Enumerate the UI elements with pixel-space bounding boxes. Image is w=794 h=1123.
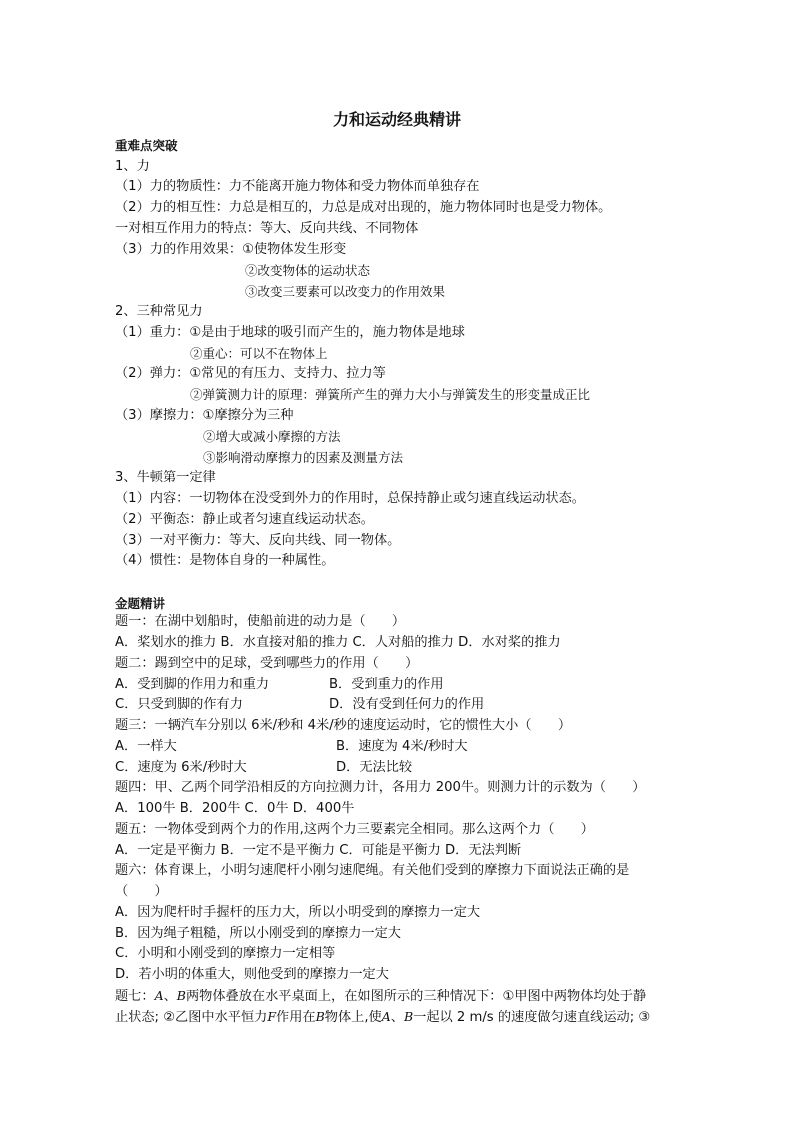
q7-text: 作用在 — [276, 1010, 316, 1025]
question-3: 题三：一辆汽车分别以 6米/秒和 4米/秒的速度运动时，它的惯性大小（ ） — [115, 718, 572, 733]
option-c: C．只受到脚的作有力 — [115, 697, 243, 712]
question-4-options: A．100牛 B．200牛 C．0牛 D．400牛 — [115, 801, 355, 816]
text-line: （4）惯性：是物体自身的一种属性。 — [115, 553, 335, 568]
option-a: A．因为爬杆时手握杆的压力大，所以小明受到的摩擦力一定大 — [115, 905, 481, 920]
text-line: （1）力的物质性：力不能离开施力物体和受力物体而单独存在 — [115, 179, 480, 194]
q7-prefix: 题七： — [115, 989, 155, 1004]
page-title: 力和运动经典精讲 — [332, 110, 461, 129]
text-line: （1）重力：①是由于地球的吸引而产生的，施力物体是地球 — [115, 325, 465, 340]
q7-text: 物体上,使 — [324, 1010, 382, 1025]
question-4: 题四：甲、乙两个同学沿相反的方向拉测力计，各用力 200牛。则测力计的示数为（ ） — [115, 780, 646, 795]
option-d: D．若小明的体重大，则他受到的摩擦力一定大 — [115, 967, 389, 982]
text-line: ②增大或减小摩擦的方法 — [203, 429, 341, 444]
section-heading-key-points: 重难点突破 — [115, 138, 178, 153]
option-b: B．速度为 4米/秒时大 — [336, 739, 468, 754]
option-a: A．一样大 — [115, 739, 177, 754]
q7-var-a: A — [154, 988, 164, 1003]
text-line: （2）弹力：①常见的有压力、支持力、拉力等 — [115, 366, 386, 381]
question-5: 题五：一物体受到两个力的作用,这两个力三要素完全相同。那么这两个力（ ） — [115, 822, 594, 837]
option-c: C．小明和小刚受到的摩擦力一定相等 — [115, 946, 336, 961]
q7-var-a: A — [381, 1009, 391, 1024]
question-1-options: A．桨划水的推力 B．水直接对船的推力 C．人对船的推力 D．水对桨的推力 — [115, 635, 561, 650]
text-line: 一对相互作用力的特点：等大、反向共线、不同物体 — [115, 221, 419, 236]
q7-var-f: F — [267, 1009, 277, 1024]
text-line: （2）力的相互性：力总是相互的，力总是成对出现的，施力物体同时也是受力物体。 — [115, 200, 612, 215]
text-line: （2）平衡态：静止或者匀速直线运动状态。 — [115, 512, 374, 527]
question-7-line-1 — [115, 988, 646, 1005]
text-line: ③改变三要素可以改变力的作用效果 — [245, 284, 446, 299]
text-line: ②改变物体的运动状态 — [245, 263, 371, 278]
question-5-options: A．一定是平衡力 B．一定不是平衡力 C．可能是平衡力 D．无法判断 — [115, 843, 522, 858]
q7-var-b: B — [315, 1009, 325, 1024]
question-6: 题六：体育课上，小明匀速爬杆小刚匀速爬绳。有关他们受到的摩擦力下面说法正确的是 — [115, 863, 630, 878]
text-line: ②重心：可以不在物体上 — [190, 346, 328, 361]
q7-text: 两物体叠放在水平桌面上，在如图所示的三种情况下：①甲图中两物体均处于静 — [185, 989, 647, 1004]
text-line: ③影响滑动摩擦力的因素及测量方法 — [203, 450, 404, 465]
option-d: D．无法比较 — [336, 760, 413, 775]
option-b: B．因为绳子粗糙，所以小刚受到的摩擦力一定大 — [115, 926, 401, 941]
question-2: 题二：踢到空中的足球，受到哪些力的作用（ ） — [115, 656, 419, 671]
question-7-line-2 — [115, 1009, 650, 1026]
text-line: （3）摩擦力：①摩擦分为三种 — [115, 408, 294, 423]
q7-sep: 、 — [163, 989, 177, 1004]
section-heading-questions: 金题精讲 — [115, 596, 166, 611]
question-6-paren: （ ） — [115, 884, 168, 899]
topic-three-forces: 2、三种常见力 — [115, 304, 203, 319]
q7-var-b: B — [176, 988, 186, 1003]
q7-sep: 、 — [390, 1010, 404, 1025]
option-b: B．受到重力的作用 — [329, 677, 444, 692]
topic-newton-first-law: 3、牛顿第一定律 — [115, 470, 216, 485]
option-c: C．速度为 6米/秒时大 — [115, 760, 247, 775]
option-d: D．没有受到任何力的作用 — [329, 697, 485, 712]
text-line: （1）内容：一切物体在没受到外力的作用时，总保持静止或匀速直线运动状态。 — [115, 491, 585, 506]
option-a: A．受到脚的作用力和重力 — [115, 677, 270, 692]
q7-text: 止状态; ②乙图中水平恒力 — [115, 1010, 268, 1025]
q7-text: 一起以 2 m/s 的速度做匀速直线运动; ③ — [413, 1010, 651, 1025]
topic-force: 1、力 — [115, 159, 150, 174]
question-1: 题一：在湖中划船时，使船前进的动力是（ ） — [115, 614, 406, 629]
text-line: ②弹簧测力计的原理：弹簧所产生的弹力大小与弹簧发生的形变量成正比 — [190, 387, 591, 402]
text-line: （3）力的作用效果：①使物体发生形变 — [115, 242, 347, 257]
q7-var-b: B — [403, 1009, 414, 1024]
text-line: （3）一对平衡力：等大、反向共线、同一物体。 — [115, 533, 401, 548]
